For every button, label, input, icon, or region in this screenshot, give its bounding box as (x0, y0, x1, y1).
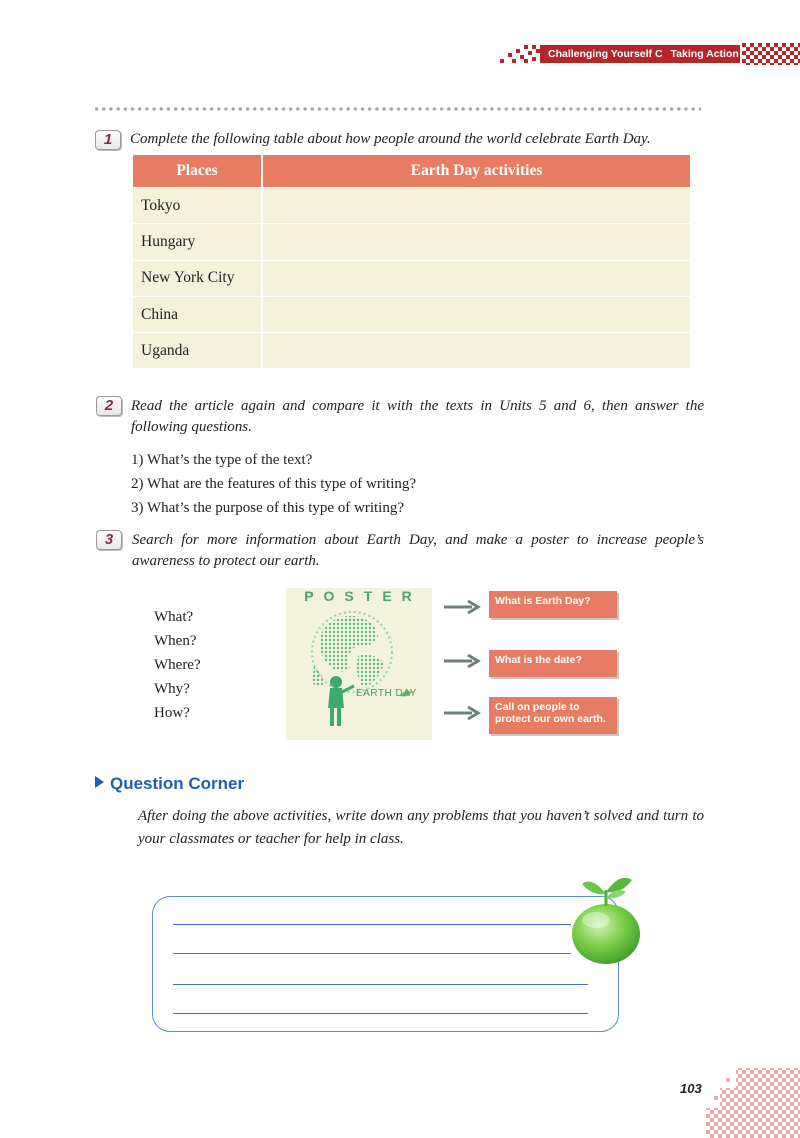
activities-cell[interactable] (263, 188, 690, 223)
chapter-section: Challenging Yourself C (548, 48, 663, 60)
prompt-item: Why? (154, 681, 190, 697)
place-cell: China (133, 297, 263, 332)
poster-subtitle: EARTH DAY (356, 688, 417, 699)
green-earth-sprout-icon (566, 868, 650, 968)
place-cell: Hungary (133, 224, 263, 259)
header-pixel-decoration (492, 41, 540, 65)
place-cell: New York City (133, 261, 263, 296)
col-header-activities: Earth Day activities (410, 162, 543, 179)
green-globe-icon (300, 606, 418, 736)
question-item: 2) What are the features of this type of writing? (131, 476, 417, 492)
chapter-header (540, 45, 740, 63)
arrow-right-icon (442, 653, 482, 669)
table-row (133, 188, 690, 224)
question-corner-title-text: Question Corner (110, 774, 245, 793)
corner-pixel-decoration (706, 1058, 800, 1138)
prompt-item: How? (154, 705, 190, 721)
callout-what: What is Earth Day? (489, 591, 617, 618)
arrow-right-icon (442, 705, 482, 721)
task-3-badge: 3 (96, 530, 122, 550)
writing-line[interactable] (173, 1013, 588, 1014)
earth-day-table (133, 155, 690, 369)
chapter-topic: Taking Action (670, 48, 739, 60)
table-row (133, 224, 690, 260)
place-cell: Uganda (133, 333, 263, 368)
dotted-divider (93, 106, 701, 112)
prompt-item: Where? (154, 657, 201, 673)
header-checker-decoration (742, 43, 800, 65)
prompt-item: What? (154, 609, 194, 625)
notes-writing-box[interactable] (152, 896, 619, 1032)
question-item: 1) What’s the type of the text? (131, 452, 313, 468)
task-1-instruction: Complete the following table about how people around the world celebrate Earth Day. (130, 131, 651, 147)
task-3-instruction: Search for more information about Earth Day, and make a poster to increase people’s awareness to protect our earth. (132, 532, 704, 569)
prompt-item: When? (154, 633, 197, 649)
writing-line[interactable] (173, 924, 571, 925)
table-row (133, 297, 690, 333)
activities-cell[interactable] (263, 224, 690, 259)
task-1-badge: 1 (95, 130, 121, 150)
callout-date: What is the date? (489, 650, 617, 677)
activities-cell[interactable] (263, 333, 690, 368)
poster-title: POSTER (304, 588, 422, 604)
task-2-badge: 2 (96, 396, 122, 416)
col-header-places: Places (133, 155, 263, 187)
writing-line[interactable] (173, 953, 571, 954)
task-2-questions (131, 448, 416, 520)
page-number: 103 (680, 1081, 702, 1096)
earth-day-poster (286, 588, 432, 740)
activities-cell[interactable] (263, 261, 690, 296)
table-header-row (133, 155, 690, 188)
activities-cell[interactable] (263, 297, 690, 332)
callout-call-to-action: Call on people to protect our own earth. (489, 697, 617, 734)
writing-line[interactable] (173, 984, 588, 985)
place-cell: Tokyo (133, 188, 263, 223)
question-item: 3) What’s the purpose of this type of writing? (131, 500, 405, 516)
question-corner-text: After doing the above activities, write down any problems that you haven’t solved and turn to your classmates or teacher for help in class. (138, 808, 704, 847)
task-2-instruction: Read the article again and compare it with the texts in Units 5 and 6, then answer the following questions. (131, 398, 704, 435)
question-corner-title (95, 774, 244, 794)
arrow-right-icon (442, 599, 482, 615)
table-row (133, 261, 690, 297)
poster-prompts (154, 605, 201, 725)
table-row (133, 333, 690, 369)
